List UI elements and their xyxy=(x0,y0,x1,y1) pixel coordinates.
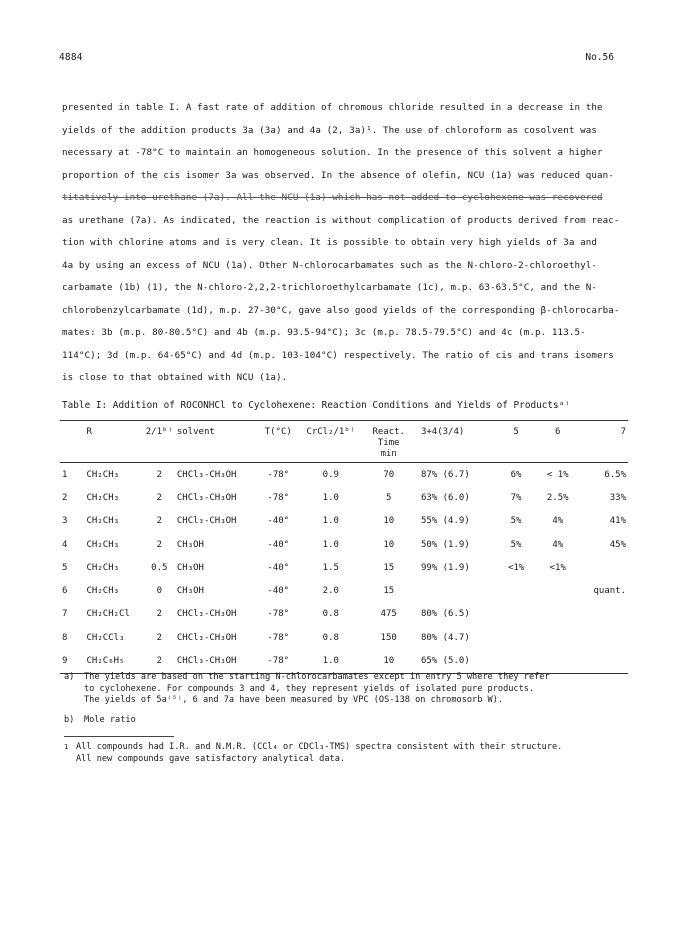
cell-product-5 xyxy=(497,579,535,602)
cell-product-7: 6.5% xyxy=(604,469,626,480)
cell-product-6 xyxy=(535,603,580,626)
cell-ratio: 2 xyxy=(156,516,163,527)
cell-entry: 2 xyxy=(62,492,68,503)
cell-r: CH₂CH₂Cl xyxy=(86,609,130,620)
cell-product-5: 7% xyxy=(510,492,522,503)
cell-temperature: -40° xyxy=(267,539,290,550)
header-solvent: solvent xyxy=(176,427,215,437)
cell-solvent: CH₃OH xyxy=(176,562,204,573)
footnote-text: The yields are based on the starting N-chlorocarbamates except in entry 5 where they refer to cyclohexene. For compounds 3 and 4, they represent yields of isolated pure products. The yields of 5a⁽⁵⁾, 6 and 7a have been measured by VPC (OS-138 on chromosorb W). xyxy=(84,672,550,705)
cell-ratio: 2 xyxy=(156,492,163,503)
cell-product-7: 45% xyxy=(609,539,626,550)
cell-ratio: 2 xyxy=(156,609,163,620)
cell-product-5 xyxy=(497,603,535,626)
cell-product-6 xyxy=(535,649,580,673)
cell-yield-3-4: 63% (6.0) xyxy=(420,492,470,503)
cell-solvent: CHCl₃-CH₃OH xyxy=(176,656,237,667)
body-line: carbamate (1b) (1), the N-chloro-2,2,2-trichloroethylcarbamate (1c), m.p. 63-63.5°C, and the N- xyxy=(62,282,597,293)
header-reaction-time xyxy=(359,421,419,463)
cell-entry: 1 xyxy=(62,469,68,480)
cell-temperature: -78° xyxy=(267,469,290,480)
cell-temperature: -78° xyxy=(267,632,290,643)
cell-temperature: -78° xyxy=(267,492,290,503)
header-entry xyxy=(60,421,85,463)
cell-yield-3-4: 87% (6.7) xyxy=(420,469,470,480)
cell-reaction-time: 150 xyxy=(380,632,397,643)
cell-product-7: 33% xyxy=(609,492,626,503)
header-crcl2-ratio: CrCl₂/1ᵇ⁾ xyxy=(306,427,356,437)
body-line: tion with chlorine atoms and is very clean. It is possible to obtain very high yields of 3a and xyxy=(62,237,597,248)
cell-entry: 8 xyxy=(62,632,68,643)
cell-yield-3-4 xyxy=(419,579,497,602)
cell-r: CH₂CH₃ xyxy=(86,492,120,503)
cell-temperature: -78° xyxy=(267,609,290,620)
cell-reaction-time: 15 xyxy=(383,562,395,573)
cell-crcl2-ratio: 2.0 xyxy=(322,586,339,597)
table-header-row xyxy=(60,421,628,463)
cell-product-6 xyxy=(535,579,580,602)
cell-yield-3-4: 55% (4.9) xyxy=(420,516,470,527)
cell-temperature: -40° xyxy=(267,562,290,573)
cell-product-7 xyxy=(580,603,628,626)
cell-product-6: 2.5% xyxy=(546,492,569,503)
cell-ratio: 2 xyxy=(156,539,163,550)
footnote-label: b) xyxy=(64,714,75,725)
page-footnote-mark: 1 xyxy=(64,743,69,751)
cell-product-6: 4% xyxy=(552,516,564,527)
cell-crcl2-ratio: 1.0 xyxy=(322,492,339,503)
table-row xyxy=(60,603,628,626)
body-line-struck: titatively into urethane (7a). All the NCU (1a) which has not added to cyclohexene was recovered xyxy=(62,192,603,203)
cell-r: CH₂CH₃ xyxy=(86,516,120,527)
cell-temperature: -40° xyxy=(267,586,290,597)
header-product-7: 7 xyxy=(620,427,626,437)
cell-ratio: 2 xyxy=(156,632,163,643)
cell-yield-3-4: 80% (6.5) xyxy=(420,609,470,620)
table-footnotes xyxy=(64,672,624,726)
cell-product-5: 6% xyxy=(510,469,522,480)
cell-entry: 7 xyxy=(62,609,68,620)
cell-entry: 6 xyxy=(62,586,68,597)
cell-product-5: 5% xyxy=(510,516,522,527)
table-caption: Table I: Addition of ROCONHCl to Cyclohexene: Reaction Conditions and Yields of Productsᵃ⁾ xyxy=(62,400,570,411)
body-line: proportion of the cis isomer 3a was observed. In the absence of olefin, NCU (1a) was reduced quan- xyxy=(62,169,614,181)
cell-reaction-time: 70 xyxy=(383,469,395,480)
footnote-text: Mole ratio xyxy=(84,714,136,725)
cell-yield-3-4: 80% (4.7) xyxy=(420,632,470,643)
cell-r: CH₂CH₃ xyxy=(86,469,120,480)
body-line: presented in table I. A fast rate of addition of chromous chloride resulted in a decrease in the xyxy=(62,102,603,113)
table-row xyxy=(60,533,628,556)
cell-reaction-time: 10 xyxy=(383,516,395,527)
table-footnote-b xyxy=(64,715,624,727)
results-table xyxy=(60,420,628,674)
page-number: 4884 xyxy=(59,52,83,63)
body-line: as urethane (7a). As indicated, the reaction is without complication of products derived from reac- xyxy=(62,214,620,226)
cell-crcl2-ratio: 0.9 xyxy=(322,469,339,480)
cell-ratio: 0 xyxy=(156,586,163,597)
table-row xyxy=(60,579,628,602)
header-ratio: 2/1ᵇ⁾ xyxy=(145,427,173,437)
footnote-divider xyxy=(64,736,174,737)
cell-solvent: CH₃OH xyxy=(176,539,204,550)
cell-product-5: 5% xyxy=(510,539,522,550)
page-footnote-text: All compounds had I.R. and N.M.R. (CCl₄ or CDCl₃-TMS) spectra consistent with their structure. All new compounds gave satisfactory analytical data. xyxy=(76,742,563,764)
cell-product-6: < 1% xyxy=(546,469,569,480)
footnote-label: a) xyxy=(64,672,75,682)
body-line: necessary at -78°C to maintain an homogeneous solution. In the presence of this solvent a higher xyxy=(62,147,603,158)
body-line: 114°C); 3d (m.p. 64-65°C) and 4d (m.p. 103-104°C) respectively. The ratio of cis and trans isomers xyxy=(62,349,614,361)
body-line: is close to that obtained with NCU (1a). xyxy=(62,372,288,383)
header-product-5: 5 xyxy=(513,427,519,437)
table-row xyxy=(60,626,628,649)
header-product-6: 6 xyxy=(555,427,561,437)
header-r: R xyxy=(86,427,92,437)
cell-yield-3-4: 65% (5.0) xyxy=(420,656,470,667)
header-time-unit: min xyxy=(380,449,397,459)
cell-yield-3-4: 99% (1.9) xyxy=(420,562,470,573)
cell-product-5 xyxy=(497,626,535,649)
cell-solvent: CHCl₃-CH₃OH xyxy=(176,469,237,480)
cell-reaction-time: 10 xyxy=(383,539,395,550)
cell-solvent: CHCl₃-CH₃OH xyxy=(176,632,237,643)
cell-ratio: 2 xyxy=(156,469,163,480)
cell-product-7: quant. xyxy=(593,586,626,597)
cell-solvent: CHCl₃-CH₃OH xyxy=(176,609,237,620)
header-temperature: T(°C) xyxy=(264,427,292,437)
table-row xyxy=(60,649,628,673)
cell-solvent: CHCl₃-CH₃OH xyxy=(176,516,237,527)
cell-crcl2-ratio: 0.8 xyxy=(322,609,339,620)
cell-crcl2-ratio: 1.5 xyxy=(322,562,339,573)
cell-crcl2-ratio: 1.0 xyxy=(322,656,339,667)
table-row xyxy=(60,463,628,487)
table-row xyxy=(60,510,628,533)
cell-solvent: CH₃OH xyxy=(176,586,204,597)
cell-r: CH₂CH₃ xyxy=(86,539,120,550)
table-row xyxy=(60,486,628,509)
body-line: 4a by using an excess of NCU (1a). Other N-chlorocarbamates such as the N-chloro-2-chloroethyl- xyxy=(62,259,597,271)
header-time-label: React. Time xyxy=(372,427,405,448)
cell-crcl2-ratio: 0.8 xyxy=(322,632,339,643)
cell-reaction-time: 10 xyxy=(383,656,395,667)
cell-temperature: -40° xyxy=(267,516,290,527)
table-footnote-a xyxy=(64,672,624,707)
cell-yield-3-4: 50% (1.9) xyxy=(420,539,470,550)
cell-temperature: -78° xyxy=(267,656,290,667)
cell-entry: 4 xyxy=(62,539,68,550)
cell-product-7 xyxy=(580,649,628,673)
journal-number: No.56 xyxy=(585,52,614,63)
cell-reaction-time: 475 xyxy=(380,609,397,620)
page-footnote xyxy=(64,742,624,765)
table-row xyxy=(60,556,628,579)
cell-product-6: <1% xyxy=(549,562,566,573)
cell-ratio: 2 xyxy=(156,656,163,667)
cell-product-5: <1% xyxy=(507,562,525,573)
cell-product-7: 41% xyxy=(609,516,626,527)
cell-crcl2-ratio: 1.0 xyxy=(322,539,339,550)
body-paragraph xyxy=(62,97,622,390)
cell-solvent: CHCl₃-CH₃OH xyxy=(176,492,237,503)
cell-reaction-time: 15 xyxy=(383,586,395,597)
cell-product-7 xyxy=(580,556,628,579)
body-line: yields of the addition products 3a (3a) and 4a (2, 3a)¹. The use of chloroform as cosolvent was xyxy=(62,124,597,136)
cell-entry: 9 xyxy=(62,656,68,667)
cell-r: CH₂CH₃ xyxy=(86,586,120,597)
cell-crcl2-ratio: 1.0 xyxy=(322,516,339,527)
header-yield-3-4: 3+4(3/4) xyxy=(420,427,465,437)
cell-r: CH₂CH₃ xyxy=(86,562,120,573)
cell-r: CH₂CCl₃ xyxy=(86,632,125,643)
cell-r: CH₂C₆H₅ xyxy=(86,656,125,667)
body-line: mates: 3b (m.p. 80-80.5°C) and 4b (m.p. 93.5-94°C); 3c (m.p. 78.5-79.5°C) and 4c (m.p. 113.5- xyxy=(62,327,586,338)
cell-ratio: 0.5 xyxy=(151,562,168,573)
cell-product-6: 4% xyxy=(552,539,564,550)
cell-product-7 xyxy=(580,626,628,649)
cell-product-5 xyxy=(497,649,535,673)
cell-reaction-time: 5 xyxy=(386,492,392,503)
cell-product-6 xyxy=(535,626,580,649)
cell-entry: 5 xyxy=(62,562,68,573)
body-line: chlorobenzylcarbamate (1d), m.p. 27-30°C, gave also good yields of the corresponding β-chlorocarba- xyxy=(62,304,620,316)
cell-entry: 3 xyxy=(62,516,68,527)
